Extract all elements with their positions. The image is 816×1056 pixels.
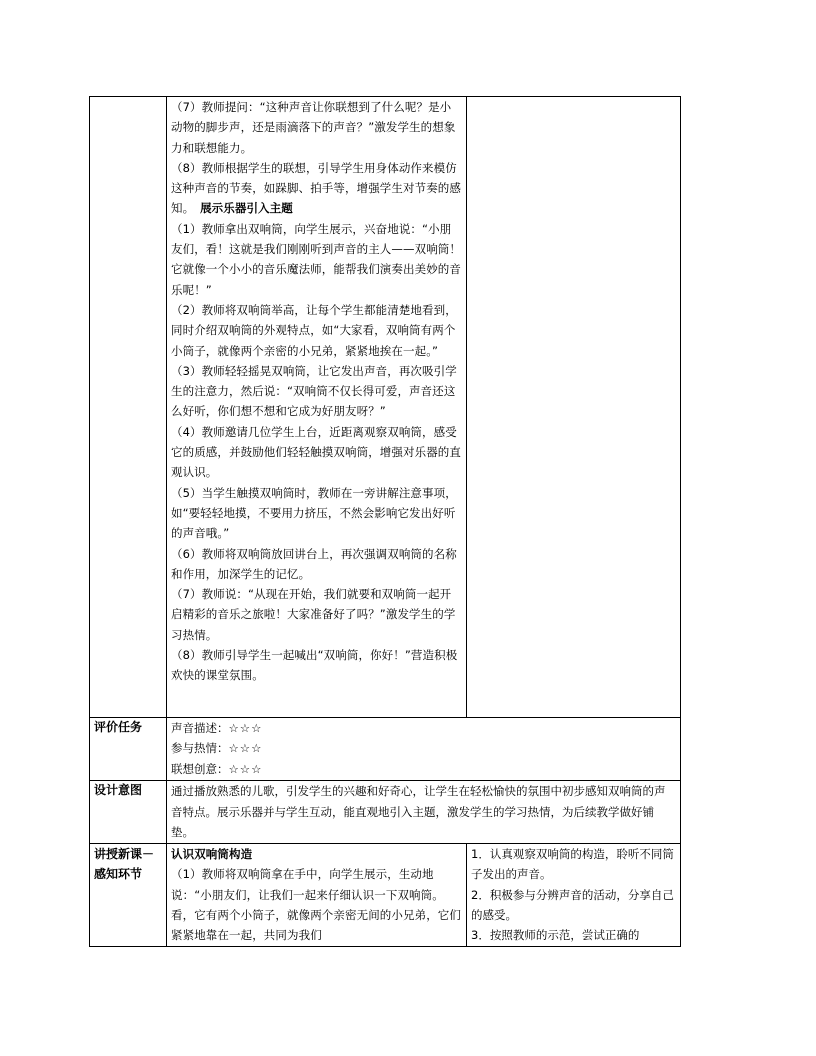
evaluation-item — [171, 738, 676, 758]
student-activity-item: 2．积极参与分辨声音的活动，分享自己的感受。 — [471, 887, 674, 922]
student-activities-cell — [467, 97, 681, 718]
lesson-plan-table — [89, 96, 681, 947]
activity-paragraph: （3）教师轻轻摇晃双响筒，让它发出声音，再次吸引学生的注意力，然后说：“双响筒不仅长得可爱，声音还这么好听，你们想不想和它成为好朋友呀？” — [171, 363, 457, 419]
evaluation-item-name: 联想创意： — [171, 761, 229, 776]
evaluation-label: 评价任务 — [90, 718, 167, 781]
design-content — [167, 781, 681, 844]
activity-paragraph: （1）教师拿出双响筒，向学生展示，兴奋地说：“小朋友们，看！这就是我们刚刚听到声音的主人——双响筒！它就像一个小小的音乐魔法师，能帮我们演奏出美妙的音乐呢！” — [171, 221, 461, 297]
evaluation-item-name: 参与热情： — [171, 741, 229, 756]
evaluation-item-name: 声音描述： — [171, 721, 229, 735]
section-heading-show-instrument: 展示乐器引入主题 — [200, 201, 293, 216]
teaching-heading: 认识双响筒构造 — [171, 847, 253, 861]
activities-row — [90, 97, 681, 718]
activity-paragraph: （6）教师将双响筒放回讲台上，再次强调双响筒的名称和作用，加深学生的记忆。 — [171, 546, 457, 581]
design-text: 通过播放熟悉的儿歌，引发学生的兴趣和好奇心，让学生在轻松愉快的氛围中初步感知双响筒的声音特点。展示乐器并与学生互动，能直观地引入主题，激发学生的学习热情，为后续教学做好铺垫。 — [171, 784, 666, 839]
student-activity-item: 3．按照教师的示范，尝试正确的 — [471, 928, 640, 943]
activity-paragraph: （5）当学生触摸双响筒时，教师在一旁讲解注意事项，如“要轻轻地摸，不要用力挤压，不然会影响它发出好听的声音哦。” — [171, 485, 457, 541]
evaluation-item — [171, 759, 676, 779]
evaluation-row — [90, 718, 681, 781]
student-activity-item: 1．认真观察双响筒的构造，聆听不同筒子发出的声音。 — [471, 847, 674, 882]
activity-paragraph: （7）教师提问：“这种声音让你联想到了什么呢？是小动物的脚步声，还是雨滴落下的声音？”激发学生的想象力和联想能力。 — [171, 100, 456, 155]
teacher-activities-cell — [167, 97, 467, 718]
teaching-student-cell — [467, 844, 681, 947]
activity-paragraph-8 — [171, 158, 462, 219]
star-rating: ☆☆☆ — [228, 761, 263, 776]
activity-8-text: （8）教师根据学生的联想，引导学生用身体动作来模仿这种声音的节奏，如跺脚、拍手等，增强学生对节奏的感知。 — [171, 160, 461, 216]
teaching-row — [90, 844, 681, 947]
star-rating: ☆☆☆ — [228, 741, 263, 756]
evaluation-item — [171, 718, 676, 738]
teaching-text: （1）教师将双响筒拿在手中，向学生展示，生动地说：“小朋友们，让我们一起来仔细认识一下双响筒。看，它有两个小筒子，就像两个亲密无间的小兄弟，它们紧紧地靠在一起，共同为我们 — [171, 867, 461, 943]
design-label: 设计意图 — [90, 781, 167, 844]
teaching-label: 讲授新课－感知环节 — [90, 844, 167, 947]
activity-paragraph: （7）教师说：“从现在开始，我们就要和双响筒一起开启精彩的音乐之旅啦！大家准备好了吗？”激发学生的学习热情。 — [171, 587, 456, 642]
activity-paragraph: （8）教师引导学生一起喊出“双响筒，你好！”营造积极欢快的课堂氛围。 — [171, 648, 458, 683]
activities-label-cell — [90, 97, 167, 718]
activities-part2 — [171, 219, 462, 686]
activity-paragraph: （4）教师邀请几位学生上台，近距离观察双响筒，感受它的质感，并鼓励他们轻轻触摸双响筒，增强对乐器的直观认识。 — [171, 424, 461, 480]
activity-paragraph: （2）教师将双响筒举高，让每个学生都能清楚地看到，同时介绍双响筒的外观特点，如“大家看，双响筒有两个小筒子，就像两个亲密的小兄弟，紧紧地挨在一起。” — [171, 302, 457, 358]
teaching-teacher-cell — [167, 844, 467, 947]
evaluation-content — [167, 718, 681, 781]
design-row — [90, 781, 681, 844]
activities-part1 — [171, 97, 462, 158]
star-rating: ☆☆☆ — [228, 721, 263, 735]
